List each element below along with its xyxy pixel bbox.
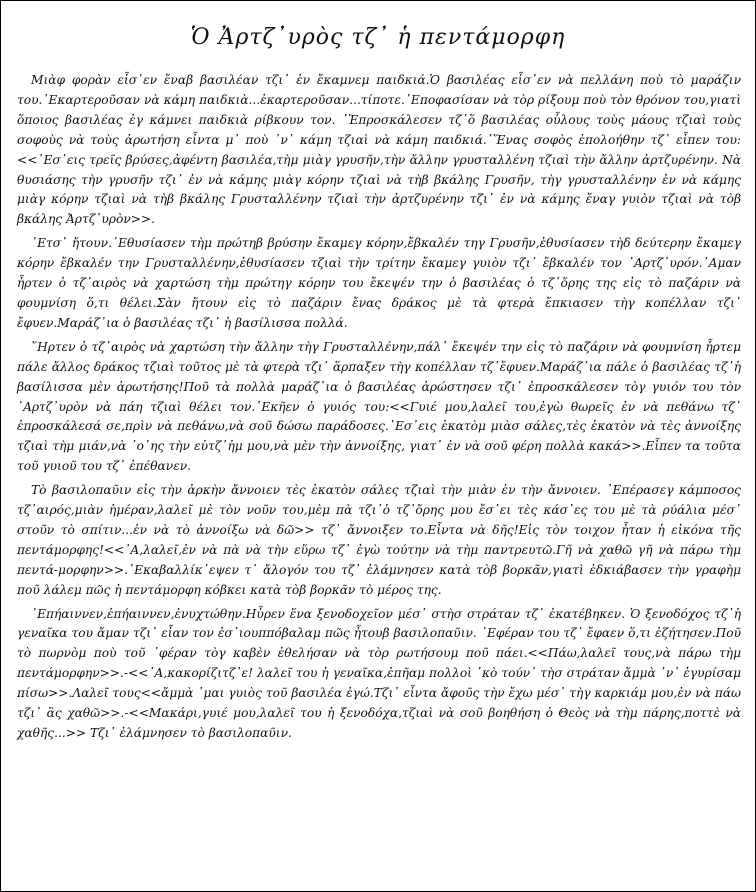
page-title: Ὁ Ἀρτζ᾿υρὸς τζ᾿ ἡ πεντάμορφη — [190, 25, 566, 50]
paragraph-4: Τὸ βασιλοπαῦιν εἰς τὴν ἀρκὴν ἄννοιεν τὲς ἑκατὸν σάλες τζιαὶ τὴν μιὰν ἐν τὴν ἄννοιεν. ᾿Επέρασεγ κάμποσος τζ᾿αιρός,μιὰν ἡμέραν,λαλεῖ μὲ τὸν νοῦν του,μὲμ πὰ τζι᾿ὁ τζ᾿ὄρης μου ἔσ᾿ει τὲς κάσ᾿ες του μὲ τὰ ρύάλια μέσ᾿ στοῦν τὸ σπίτιν...ἐν νὰ τὸ ἀννοίξω νὰ δῶ>> τζ᾿ ἄννοιξεν το.Εἶντα νὰ δῆς!Εἰς τὸν τοιχον ἦταν ἡ εἰκόνα τῆς πεντάμορφης!<<᾿Α,λαλεῖ,ἐν νὰ πὰ νὰ τὴν εὕρω τζ᾿ ἐγὼ τούτην νὰ τὴμ παντρευτῶ.Γῆ νὰ χαθῶ γῆ νὰ πάρω τὴμ πεντά-μορφην>>.᾿Εκαβαλλίκ᾿εψεν τ᾿ ἄλογόν του τζ᾿ ἐλάμνησεν κατὰ τὸβ βορκᾶν,γιατὶ ἐδκιάβασεν τὴν γραφὴμ ποῦ λάλεμ πῶς ἡ πεντάμορφη κόβκει κατὰ τὸβ βορκᾶν τὸ μέρος της. — [17, 483, 741, 597]
paragraph-1: Μιὰφ φορὰν εἶσ᾿εν ἔναβ βασιλέαν τζι᾿ ἐν ἔκαμνεμ παιδκιά.Ὁ βασιλέας εἶσ᾿εν νὰ πελλάνη ποὺ τὸ μαράζιν του.᾿Εκαρτεροῦσαν νὰ κάμη παιδκιὰ...ἐκαρτεροῦσαν...τίποτε.᾿Εποφασίσαν νὰ τὸρ ρίξουμ ποὺ τὸν θρόνον του,γιατὶ ὅποιος βασιλέας ἐγ κάμνει παιδκιὰ ρίβκουν τον. ᾿Ἐπροσκάλεσεν τζ᾿ὅ βασιλέας οὗλους τοὺς μάους τζιαὶ τοὺς σοφοὺς νὰ τοὺς ἀρωτήση εἶντα μ᾿ ποὺ ᾿ν᾿ κάμη τζιαὶ νὰ κάμη παιδκιά.᾿Ἕνας σοφὸς ἐπολοήθην τζ᾿ εἶπεν του:<<᾿Εσ᾿εις τρεῖς βρύσες,ἀφέντη βασιλέα,τὴμ μιὰγ γρυσῆν,τὴν ἄλλην γρυσταλλένη τζιαὶ τὴν ἄλλην ἀρτζυρένην. Νὰ θυσιάσης τὴν γρυσῆν τζι᾿ ἐν νὰ κάμης μιὰγ κόρην τζιαὶ νὰ τὴβ βκάλης Γρυσῆν, τὴγ γρυσταλλένην ἐν νὰ κάμης μιὰγ κόρην τζιαὶ νὰ τὴβ βκάλης Γρυσταλλένην τζιαὶ τὴν ἀρτζυρένην τζι᾿ ἐν νὰ κάμης ἔναγ γυιὸν τζιαὶ νὰ τὸβ βκάλης Ἀρτζ᾿υρὸν>>. — [17, 73, 741, 227]
paragraph-5: ᾿Επήαιννεν,ἐπήαιννεν,ἐνυχτώθην.Ηὗρεν ἕνα ξενοδοχεῖον μέσ᾿ στὴσ στράταν τζ᾿ ἐκατέβηκεν. Ὁ ξενοδόχος τζ᾿ἡ γεναῖκα του ἄμαν τζι᾿ εἶαν τον ἐσ᾿ιουππόβαλαμ πῶς ἦτουβ βασιλοπαῦιν. ᾿Εφέραν του τζ᾿ ἔφαεν ὅ,τι ἐζήτησεν.Ποῦ τὸ πωρνὸμ ποὺ τοῦ ᾿φέραν τὸγ καβὲν ἐθελήσαν νὰ τὸρ ρωτήσουμ ποῦ πάει.<<Πάω,λαλεῖ τους,νὰ πάρω τὴμ πεντάμορφην>>.-<<᾿Α,κακορίζιτζ᾿ε! λαλεῖ του ἡ γεναῖκα,ἐπῆαμ πολλοὶ ᾿κὸ τούν᾿ τὴσ στράταν ἄμμὰ ᾿ν᾿ ἐγυρίσαμ πίσω>>.Λαλεῖ τους<<ἄμμὰ ᾿μαι γυιὸς τοῦ βασιλέα ἐγώ.Τζι᾿ εἶντα ἄφοῦς τὴν ἔχω μέσ᾿ τὴγ καρκιάμ μου,ἐν νὰ πάω τζι᾿ ἂς χαθῶ>>.-<<Μακάρι,γυιέ μου,λαλεῖ του ἡ ξενοδόχα,τζιαὶ νὰ σοῦ βοηθήση ὁ Θεὸς νὰ τὴμ πάρης,ποττὲ νὰ χαθῆς...>> Τζι᾿ ἐλάμνησεν τὸ βασιλοπαῦιν. — [17, 606, 741, 740]
story-body — [17, 71, 741, 748]
paragraph-2: ᾿Ετσ᾿ ἤτουν.᾿Εθυσίασεν τὴμ πρώτηβ βρύσην ἔκαμεγ κόρην,ἔβκαλέν τηγ Γρυσῆν,ἐθυσίασεν τὴδ δεύτερην ἔκαμεγ κόρην ἔβκαλέν την Γρυσταλλένην,ἐθυσίασεν τζιαὶ τὴν τρίτην ἔκαμεγ γυιὸν τζι᾿ ἔβκαλέν τον ᾿Αρτζ᾿υρόν.᾿Αμαν ἦρτεν ὁ τζ᾿αιρὸς νὰ χαρτώση τὴμ πρώτηγ κόρην του ἔκεψέν την ὁ βασιλέας ὁ τζ᾿ὄρης της εἰς τὸ παζάριν νὰ φουμνίση ὅ,τι θέλει.Σὰν ἤτουν εἰς τὸ παζάριν ἔνας δράκος μὲ τὰ φτερὰ ἔπκιασεν τὴγ κοπέλλαν τζι᾿ ἔφυεν.Μαράζ᾿ια ὁ βασιλέας τζι᾿ ἡ βασίλισσα πολλά. — [17, 236, 741, 330]
paragraph-3: ῞Ηρτεν ὁ τζ᾿αιρὸς νὰ χαρτώση τὴν ἄλλην τὴγ Γρυσταλλένην,πάλ᾿ ἔκεψέν την εἰς τὸ παζάριν νὰ φουμνίση ἦρτεμ πάλε ἄλλος δράκος τζιαὶ τοῦτος μὲ τὰ φτερὰ τζι᾿ ἅρπαξεν τὴγ κοπέλλαν τζ᾿ἔφυεν.Μαράζ᾿ια πάλε ὁ βασιλέας τζ᾿ἡ βασίλισσα μὲν ἀρωτήσης!Ποῦ τὰ πολλὰ μαράζ᾿ια ὁ βασιλέας ἀρώστησεν τζι᾿ ἐπροσκάλεσεν τὸγ γυιόν του τὸν ᾿Αρτζ᾿υρὸν νὰ πάη τζιαὶ θέλει τον.᾿Εκῆεν ὁ γυιός του:<<Γυιέ μου,λαλεῖ του,ἐγὼ θωρεῖς ἐν νὰ πεθάνω τζ᾿ ἐπροσκάλεσά σε,πρὶν νὰ πεθάνω,νὰ σοῦ δώσω παράδοσες.᾿Εσ᾿εις ἑκατὸμ μιὰσ σάλες,τὲς ἑκατὸν νὰ τὲς ἀννοίξης τζιαὶ τὴμ μιάν,νὰ ᾿ο᾿ης τὴν εὐτζ᾿ἠμ μου,νὰ μὲν τὴν ἀννοίξης, γιατ᾿ ἐν νὰ σοῦ φέρη πολλὰ κακά>>.Εἶπεν τα τοῦτα τοῦ γυιοῦ του τζ᾿ ἐπέθανεν. — [17, 339, 741, 474]
